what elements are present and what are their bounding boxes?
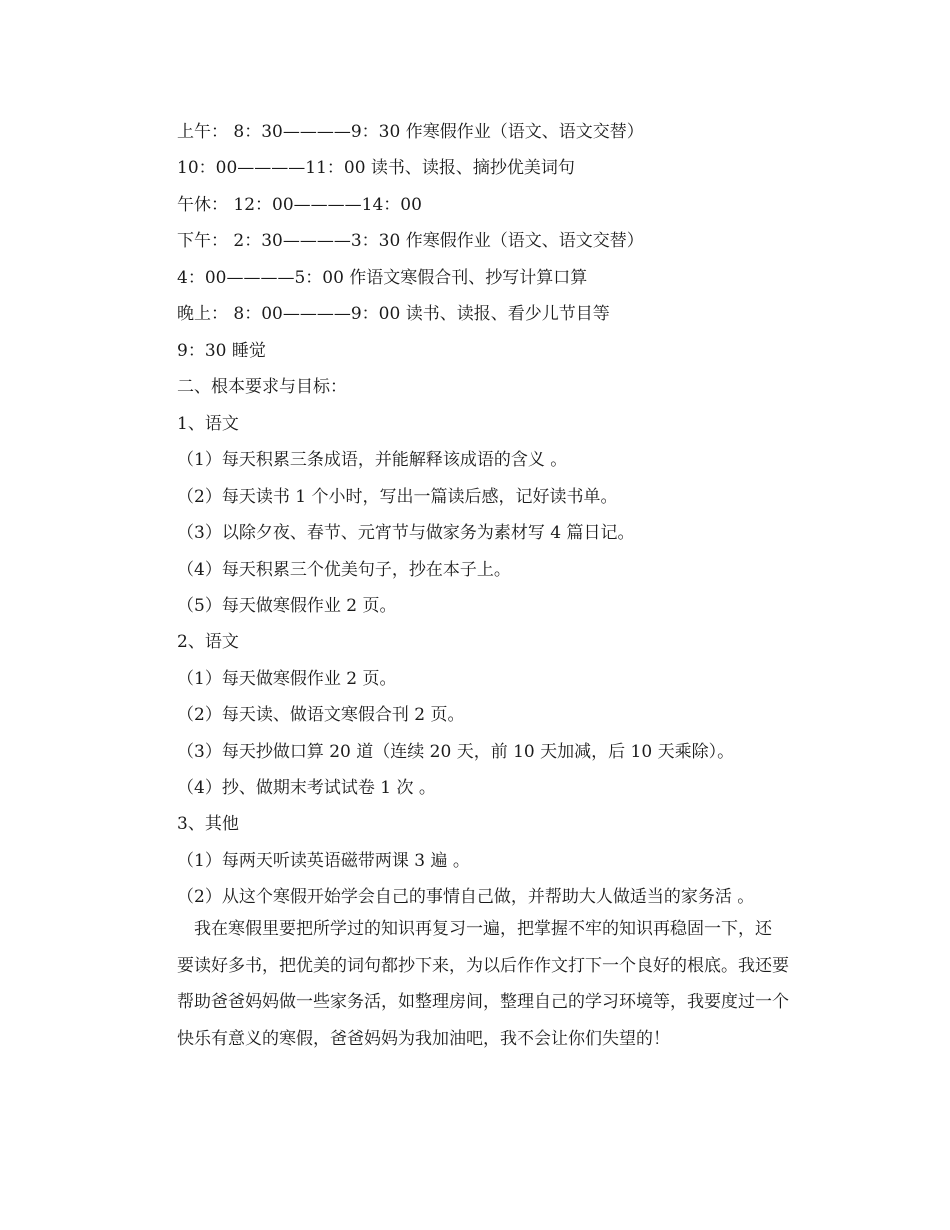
schedule-afternoon-1: 下午： 2：30————3：30 作寒假作业（语文、语文交替） <box>177 231 644 251</box>
schedule-afternoon-2: 4：00————5：00 作语文寒假合刊、抄写计算口算 <box>177 268 588 288</box>
schedule-evening: 晚上： 8：00————9：00 读书、读报、看少儿节目等 <box>177 304 610 324</box>
group2-item: （2）每天读、做语文寒假合刊 2 页。 <box>177 705 465 725</box>
group1-heading: 1、语文 <box>177 414 239 434</box>
group1-item: （4）每天积累三个优美句子，抄在本子上。 <box>177 560 511 580</box>
group3-item: （1）每两天听读英语磁带两课 3 遍 。 <box>177 851 470 871</box>
section-title: 二、根本要求与目标： <box>177 377 347 397</box>
group3-item: （2）从这个寒假开始学会自己的事情自己做，并帮助大人做适当的家务活 。 <box>177 887 755 907</box>
closing-line: 要读好多书，把优美的词句都抄下来，为以后作作文打下一个良好的根底。我还要 <box>177 955 789 976</box>
group2-item: （3）每天抄做口算 20 道（连续 20 天，前 10 天加减，后 10 天乘除）。 <box>177 742 735 762</box>
closing-line: 帮助爸爸妈妈做一些家务活，如整理房间，整理自己的学习环境等，我要度过一个 <box>177 992 789 1012</box>
schedule-noon: 午休： 12：00————14：00 <box>177 195 422 215</box>
group1-item: （5）每天做寒假作业 2 页。 <box>177 596 397 616</box>
schedule-morning-1: 上午： 8：30————9：30 作寒假作业（语文、语文交替） <box>177 122 644 142</box>
group2-item: （1）每天做寒假作业 2 页。 <box>177 669 397 689</box>
group1-item: （1）每天积累三条成语，并能解释该成语的含义 。 <box>177 450 568 470</box>
closing-line: 快乐有意义的寒假，爸爸妈妈为我加油吧，我不会让你们失望的！ <box>177 1028 670 1049</box>
group3-heading: 3、其他 <box>177 814 239 834</box>
group1-item: （2）每天读书 1 个小时，写出一篇读后感，记好读书单。 <box>177 487 618 507</box>
group2-item: （4）抄、做期末考试试卷 1 次 。 <box>177 778 436 798</box>
closing-paragraph <box>177 911 817 1057</box>
group1-item: （3）以除夕夜、春节、元宵节与做家务为素材写 4 篇日记。 <box>177 523 635 543</box>
group2-heading: 2、语文 <box>177 632 239 652</box>
closing-line: 我在寒假里要把所学过的知识再复习一遍，把掌握不牢的知识再稳固一下，还 <box>177 919 772 939</box>
schedule-morning-2: 10：00————11：00 读书、读报、摘抄优美词句 <box>177 158 575 178</box>
schedule-sleep: 9：30 睡觉 <box>177 341 266 361</box>
